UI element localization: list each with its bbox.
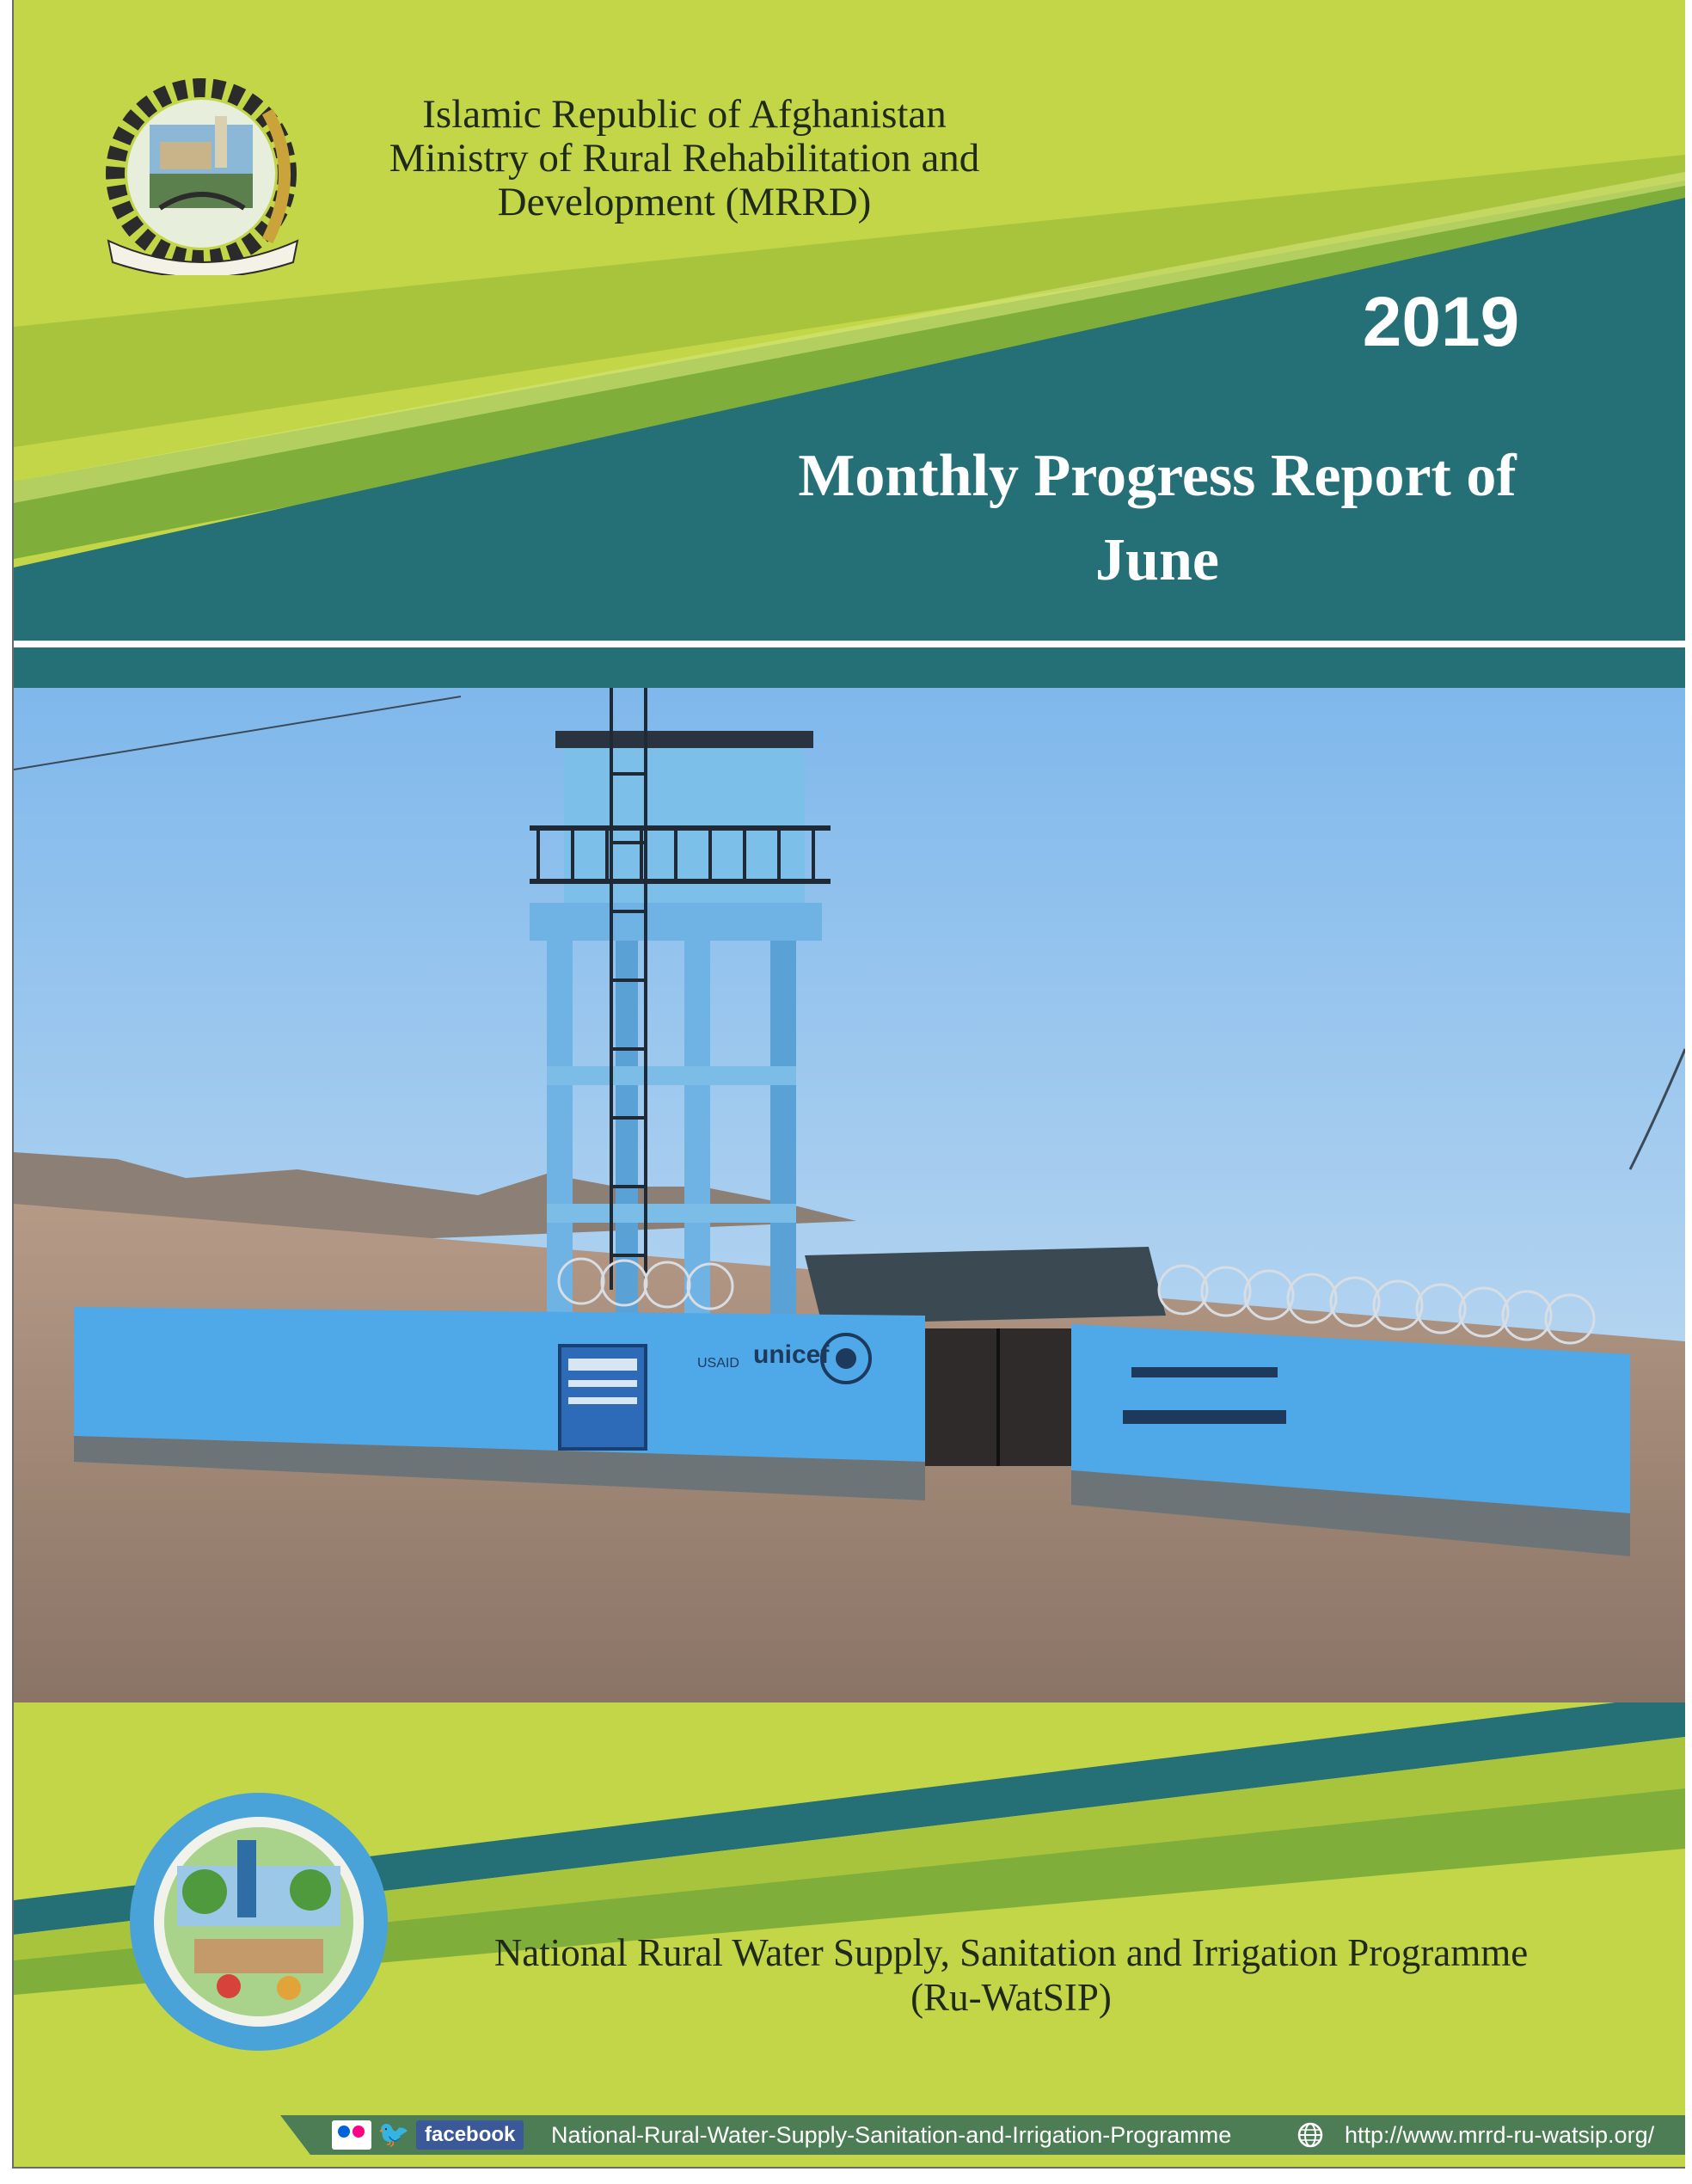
mrrd-emblem: [100, 77, 323, 275]
header-line-3: Development (MRRD): [497, 180, 872, 224]
programme-name-block: [392, 1930, 1630, 2020]
website-link[interactable]: http://www.mrrd-ru-watsip.org/: [1345, 2122, 1655, 2148]
usaid-sign: USAID: [697, 1356, 739, 1371]
facebook-badge[interactable]: facebook: [416, 2120, 524, 2150]
programme-abbreviation: (Ru-WatSIP): [910, 1976, 1112, 2019]
programme-name: National Rural Water Supply, Sanitation and Irrigation Programme: [494, 1931, 1529, 1974]
globe-icon: [1297, 2121, 1324, 2149]
twitter-icon[interactable]: 🐦: [377, 2120, 410, 2150]
report-cover: [12, 0, 1685, 2169]
ruwatsip-emblem: [126, 1788, 392, 2055]
flickr-icon[interactable]: [332, 2120, 371, 2150]
facebook-page-link[interactable]: National-Rural-Water-Supply-Sanitation-and-Irrigation-Programme: [551, 2122, 1232, 2148]
header-line-2: Ministry of Rural Rehabilitation and: [389, 136, 980, 181]
report-title-line-2: June: [1095, 527, 1219, 593]
water-tower-photo: [14, 688, 1685, 1702]
unicef-sign: unicef: [753, 1340, 830, 1369]
header-line-1: Islamic Republic of Afghanistan: [422, 92, 947, 137]
report-title: [719, 434, 1596, 603]
ministry-header: [315, 93, 1054, 224]
social-icons: [332, 2120, 524, 2150]
report-year: 2019: [1362, 283, 1520, 361]
report-title-line-1: Monthly Progress Report of: [798, 443, 1517, 509]
